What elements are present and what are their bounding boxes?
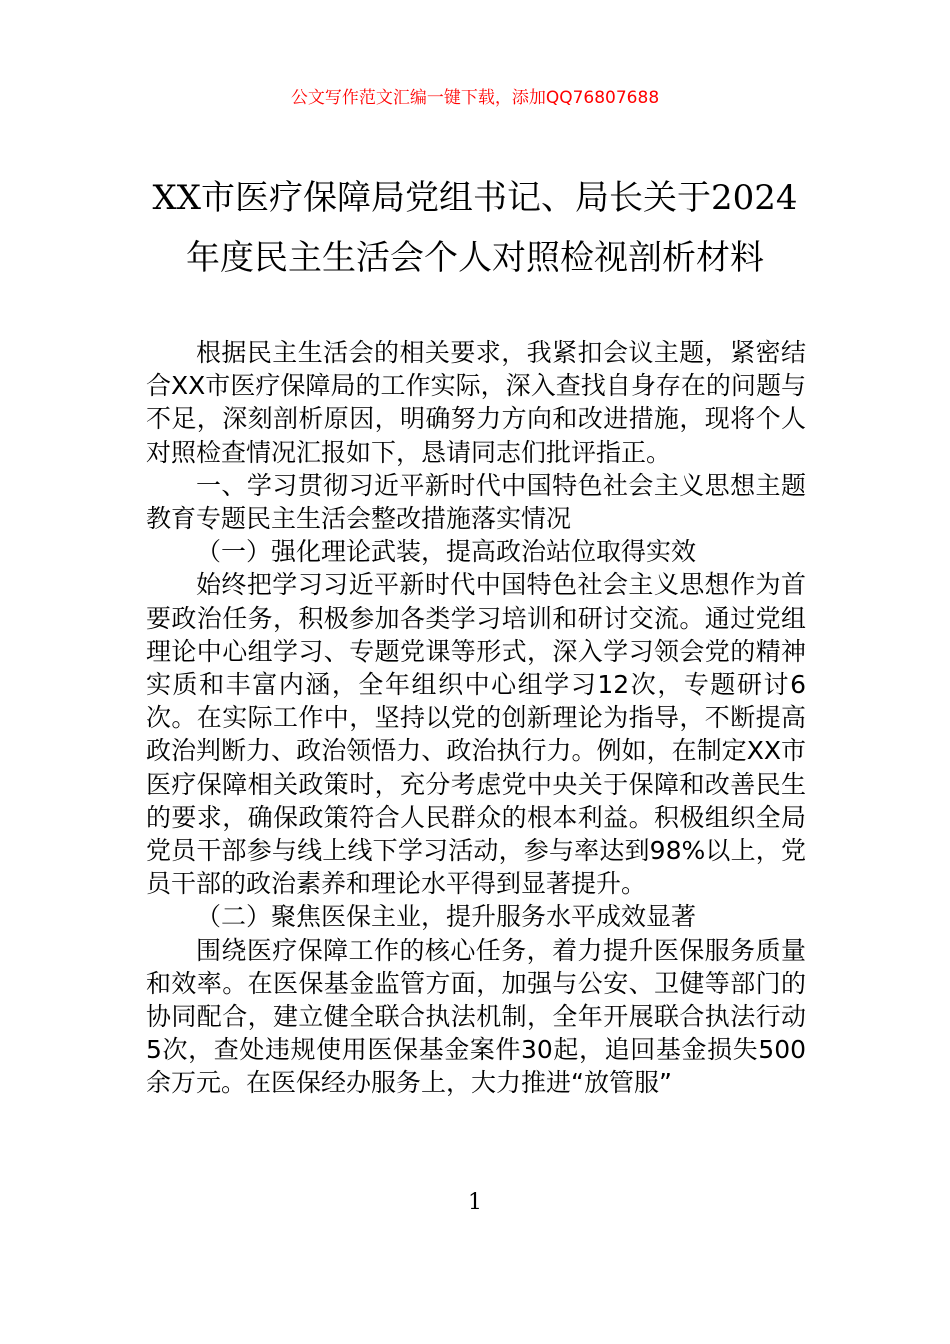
page-number: 1	[468, 1190, 482, 1215]
title-line-2: 年度民主生活会个人对照检视剖析材料	[186, 238, 764, 278]
body-paragraph-2: 围绕医疗保障工作的核心任务，着力提升医保服务质量和效率。在医保基金监管方面，加强与公安、卫健等部门的协同配合，建立健全联合执法机制，全年开展联合执法行动5次，查处违规使用医保基金案件30起，追回基金损失500余万元。在医保经办服务上，大力推进“放管服”	[146, 935, 806, 1098]
document-body	[146, 336, 806, 1100]
subsection-heading-1: （一）强化理论武装，提高政治站位取得实效	[196, 537, 697, 567]
document-title	[125, 168, 825, 288]
section-heading-1: 一、学习贯彻习近平新时代中国特色社会主义思想主题教育专题民主生活会整改措施落实情况	[146, 470, 806, 534]
body-paragraph-1: 始终把学习习近平新时代中国特色社会主义思想作为首要政治任务，积极参加各类学习培训和研讨交流。通过党组理论中心组学习、专题党课等形式，深入学习领会党的精神实质和丰富内涵，全年组织中心组学习12次，专题研讨6次。在实际工作中，坚持以党的创新理论为指导，不断提高政治判断力、政治领悟力、政治执行力。例如，在制定XX市医疗保障相关政策时，充分考虑党中央关于保障和改善民生的要求，确保政策符合人民群众的根本利益。积极组织全局党员干部参与线上线下学习活动，参与率达到98%以上，党员干部的政治素养和理论水平得到显著提升。	[146, 570, 806, 899]
title-line-1: XX市医疗保障局党组书记、局长关于2024	[152, 178, 798, 218]
subsection-heading-2: （二）聚焦医保主业，提升服务水平成效显著	[196, 902, 697, 932]
intro-paragraph: 根据民主生活会的相关要求，我紧扣会议主题，紧密结合XX市医疗保障局的工作实际，深入查找自身存在的问题与不足，深刻剖析原因，明确努力方向和改进措施，现将个人对照检查情况汇报如下，恳请同志们批评指正。	[146, 338, 806, 467]
promo-banner: 公文写作范文汇编一键下载，添加QQ76807688	[290, 88, 660, 108]
